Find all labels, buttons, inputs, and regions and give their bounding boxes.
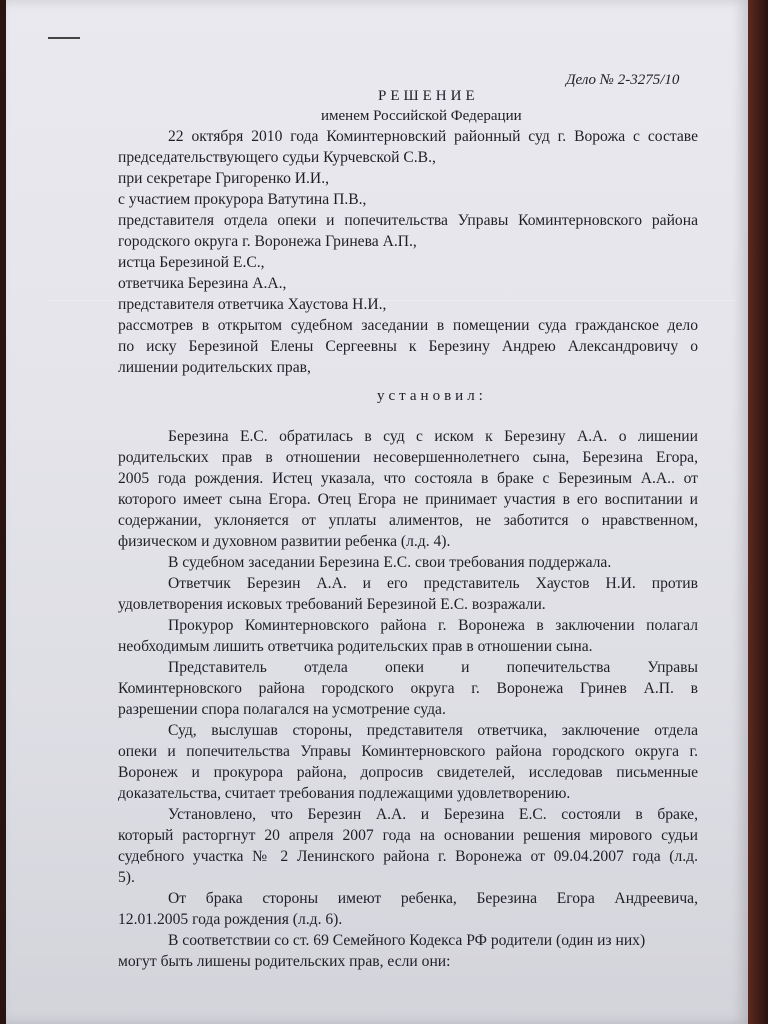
intro-line: 22 октября 2010 года Коминтерновский районный суд г. Ворожа с составе — [168, 128, 698, 145]
document-subtitle: именем Российской Федерации — [321, 108, 522, 124]
body-line: судебного участка № 2 Ленинского района г. Воронежа от 09.04.2007 года (л.д. — [118, 848, 698, 865]
intro-line: ответчика Березина А.А., — [118, 275, 287, 292]
intro-line: председательствующего судьи Курчевской С.В., — [118, 149, 436, 166]
body-line: 12.01.2005 года рождения (л.д. 6). — [118, 911, 343, 928]
body-line: Ответчик Березин А.А. и его представитель Хаустов Н.И. против — [168, 575, 698, 592]
intro-line: представителя отдела опеки и попечительства Управы Коминтерновского района — [118, 212, 698, 229]
body-line: Прокурор Коминтерновского района г. Воронежа в заключении полагал — [168, 617, 698, 634]
body-line: Березина Е.С. обратилась в суд с иском к Березину А.А. о лишении — [168, 428, 698, 445]
body-line: могут быть лишены родительских прав, если они: — [118, 953, 451, 970]
body-line: разрешении спора полагался на усмотрение суда. — [118, 701, 446, 718]
body-line: Коминтерновского района городского округа г. Воронежа Гринев А.П. в — [118, 680, 698, 697]
intro-line: истца Березиной Е.С., — [118, 254, 265, 271]
body-line: От брака стороны имеют ребенка, Березина Егора Андреевича, — [168, 890, 698, 907]
body-line: доказательства, считает требования подлежащими удовлетворению. — [118, 785, 571, 802]
body-line: необходимым лишить ответчика родительских прав в отношении сына. — [118, 638, 593, 655]
intro-line: по иску Березиной Елены Сергеевны к Березину Андрею Александровичу о — [118, 338, 698, 355]
intro-line: представителя ответчика Хаустова Н.И., — [118, 296, 387, 313]
body-line: Воронеж и прокурора района, допросив свидетелей, исследовав письменные — [118, 764, 698, 781]
body-line: В соответствии со ст. 69 Семейного Кодекса РФ родители (один из них) — [168, 932, 646, 949]
body-line: который расторгнут 20 апреля 2007 года на основании решения мирового судьи — [118, 827, 698, 844]
section-heading: установил: — [377, 388, 487, 404]
case-number: Дело № 2-3275/10 — [566, 72, 680, 88]
body-line: 2005 года рождения. Истец указала, что состояла в браке с Березиным А.А.. от — [118, 470, 698, 487]
body-line: 5). — [118, 869, 135, 886]
margin-mark — [48, 37, 80, 39]
intro-line: при секретаре Григоренко И.И., — [118, 170, 329, 187]
body-line: родительских прав в отношении несовершеннолетнего сына, Березина Егора, — [118, 449, 698, 466]
background-right — [748, 0, 768, 1024]
body-line: Представитель отдела опеки и попечительства Управы — [168, 659, 698, 676]
body-line: удовлетворения исковых требований Березиной Е.С. возражали. — [118, 596, 546, 613]
document-title: РЕШЕНИЕ — [378, 88, 479, 104]
body-line: физическом и духовном развитии ребенка (л.д. 4). — [118, 533, 451, 550]
body-line: Установлено, что Березин А.А. и Березина Е.С. состояли в браке, — [168, 806, 698, 823]
body-line: Суд, выслушав стороны, представителя ответчика, заключение отдела — [168, 722, 698, 739]
intro-line: городского округа г. Воронежа Гринева А.П., — [118, 233, 417, 250]
body-line: содержании, уклоняется от уплаты алиментов, не заботится о нравственном, — [118, 512, 698, 529]
intro-line: с участием прокурора Ватутина П.В., — [118, 191, 367, 208]
body-line: опеки и попечительства Управы Коминтерновского района городского округа г. — [118, 743, 698, 760]
intro-line: рассмотрев в открытом судебном заседании в помещении суда гражданское дело — [118, 317, 698, 334]
body-line: которого имеет сына Егора. Отец Егора не принимает участия в его воспитании и — [118, 491, 698, 508]
body-line: В судебном заседании Березина Е.С. свои требования поддержала. — [168, 554, 612, 571]
intro-line: лишении родительских прав, — [118, 359, 311, 376]
